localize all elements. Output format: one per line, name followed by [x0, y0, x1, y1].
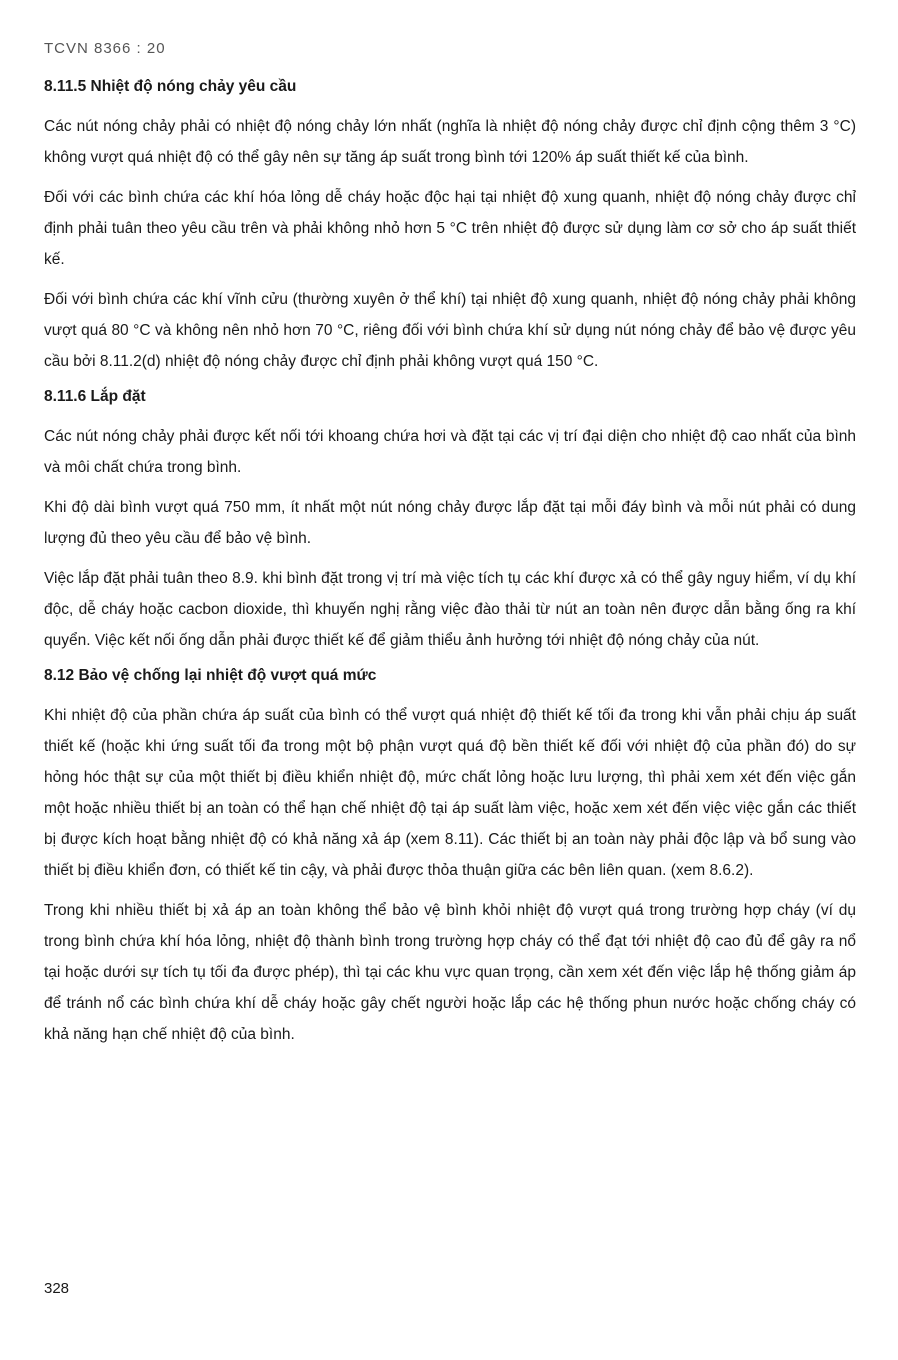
page-content [44, 76, 856, 1059]
paragraph: Các nút nóng chảy phải được kết nối tới khoang chứa hơi và đặt tại các vị trí đại diện cho nhiệt độ cao nhất của bình và môi chất chứa trong bình. [44, 428, 856, 476]
page-number: 328 [44, 1280, 70, 1297]
paragraph: Khi nhiệt độ của phần chứa áp suất của bình có thể vượt quá nhiệt độ thiết kế tối đa trong khi vẫn phải chịu áp suất thiết kế (hoặc khi ứng suất tối đa trong một bộ phận vượt quá độ bền thiết kế đối với nhiệt độ của phần đó) do sự hỏng hóc thật sự của một thiết bị điều khiển nhiệt độ, mức chất lỏng hoặc lưu lượng, thì phải xem xét đến việc gắn một hoặc nhiều thiết bị an toàn có thể hạn chế nhiệt độ tại áp suất làm việc, hoặc xem xét đến việc việc gắn các thiết bị được kích hoạt bằng nhiệt độ có khả năng xả áp (xem 8.11). Các thiết bị an toàn này phải độc lập và bổ sung vào thiết bị điều khiển đơn, có thiết kế tin cậy, và phải được thỏa thuận giữa các bên liên quan. (xem 8.6.2). [44, 707, 856, 879]
document-page [44, 0, 856, 1360]
paragraph: Trong khi nhiều thiết bị xả áp an toàn không thể bảo vệ bình khỏi nhiệt độ vượt quá trong trường hợp cháy (ví dụ trong bình chứa khí hóa lỏng, nhiệt độ thành bình trong trường hợp cháy có thể đạt tới nhiệt độ cao đủ để gây ra nổ tại hoặc dưới sự tích tụ tối đa được phép), thì tại các khu vực quan trọng, cần xem xét đến việc lắp hệ thống giảm áp để tránh nổ các bình chứa khí dễ cháy hoặc gây chết người hoặc lắp các hệ thống phun nước hoặc chống cháy có khả năng hạn chế nhiệt độ của bình. [44, 902, 856, 1043]
section-heading: 8.11.6 Lắp đặt [44, 388, 146, 405]
paragraph: Đối với bình chứa các khí vĩnh cửu (thường xuyên ở thể khí) tại nhiệt độ xung quanh, nhiệt độ nóng chảy phải không vượt quá 80 °C và không nên nhỏ hơn 70 °C, riêng đối với bình chứa khí sử dụng nút nóng chảy để bảo vệ được yêu cầu bởi 8.11.2(d) nhiệt độ nóng chảy được chỉ định phải không vượt quá 150 °C. [44, 291, 856, 370]
section-8-11-6 [44, 386, 856, 656]
section-heading: 8.12 Bảo vệ chống lại nhiệt độ vượt quá mức [44, 667, 377, 684]
section-8-11-5 [44, 76, 856, 377]
running-header: TCVN 8366 : 20 [44, 40, 166, 57]
paragraph: Đối với các bình chứa các khí hóa lỏng dễ cháy hoặc độc hại tại nhiệt độ xung quanh, nhiệt độ nóng chảy được chỉ định phải tuân theo yêu cầu trên và phải không nhỏ hơn 5 °C trên nhiệt độ được sử dụng làm cơ sở cho áp suất thiết kế. [44, 189, 856, 268]
section-heading: 8.11.5 Nhiệt độ nóng chảy yêu cầu [44, 78, 297, 95]
section-8-12 [44, 665, 856, 1050]
paragraph: Khi độ dài bình vượt quá 750 mm, ít nhất một nút nóng chảy được lắp đặt tại mỗi đáy bình và mỗi nút phải có dung lượng đủ theo yêu cầu để bảo vệ bình. [44, 499, 856, 547]
paragraph: Các nút nóng chảy phải có nhiệt độ nóng chảy lớn nhất (nghĩa là nhiệt độ nóng chảy được chỉ định cộng thêm 3 °C) không vượt quá nhiệt độ có thể gây nên sự tăng áp suất trong bình tới 120% áp suất thiết kế của bình. [44, 118, 856, 166]
paragraph: Việc lắp đặt phải tuân theo 8.9. khi bình đặt trong vị trí mà việc tích tụ các khí được xả có thể gây nguy hiểm, ví dụ khí độc, dễ cháy hoặc cacbon dioxide, thì khuyến nghị rằng việc đào thải từ nút an toàn nên được dẫn bằng ống ra khí quyển. Việc kết nối ống dẫn phải được thiết kế để giảm thiểu ảnh hưởng tới nhiệt độ nóng chảy của nút. [44, 570, 856, 649]
